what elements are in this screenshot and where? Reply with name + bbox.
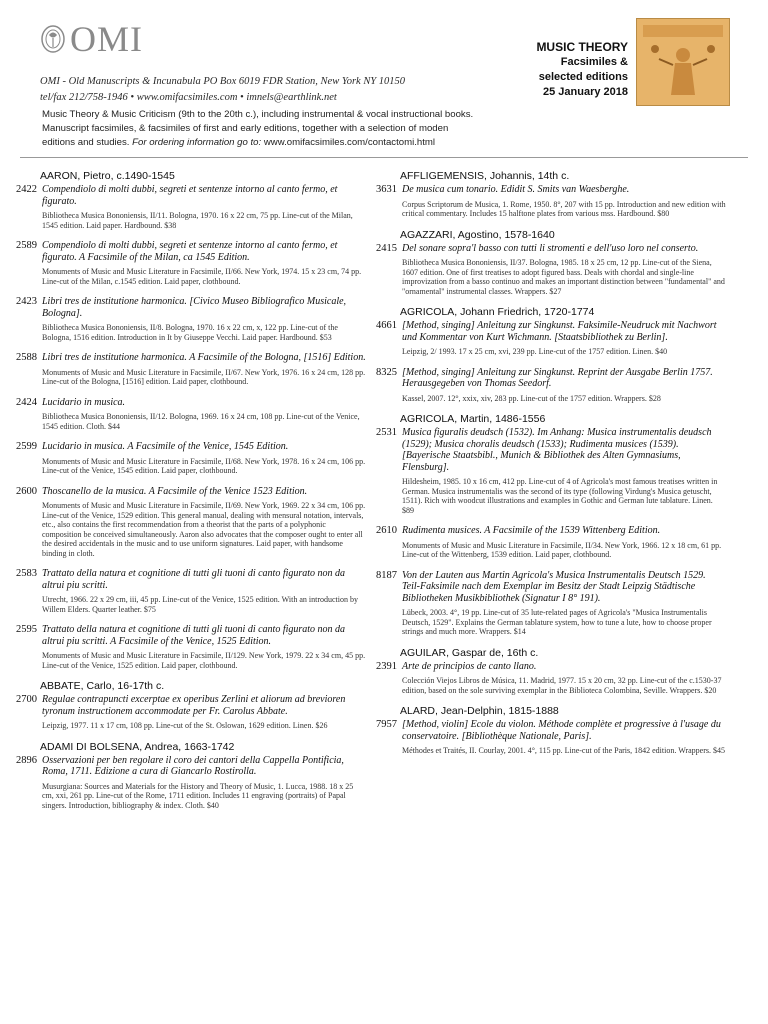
entry-body <box>402 320 726 357</box>
entry-body <box>42 568 366 614</box>
left-column <box>16 170 366 820</box>
omi-logo[interactable] <box>40 18 143 60</box>
catalog-intro <box>42 108 542 150</box>
entry-number: 2700 <box>16 694 37 705</box>
composer-heading: AGAZZARI, Agostino, 1578-1640 <box>400 228 555 241</box>
catalog-entry[interactable] <box>16 694 366 731</box>
entry-title: Libri tres de institutione harmonica. A Facsimile of the Bologna, [1516] Edition. <box>42 352 366 363</box>
catalog-date: 25 January 2018 <box>542 86 628 98</box>
entry-body <box>402 243 726 297</box>
entry-title: Trattato della natura et cognitione di tutti gli tuoni di canto figurato non da altrui piu scritti. <box>42 568 346 591</box>
logo-text: OMI <box>70 19 143 59</box>
entry-description: Méthodes et Traités, II. Courlay, 2001. 4°, 115 pp. Line-cut of the Paris, 1842 edition. Wrappers. $45 <box>402 746 725 755</box>
catalog-header <box>40 18 730 118</box>
entry-title: Regulae contrapuncti excerptae ex operibus Zerlini et aliorum ad brevioren tyronum instructionem accommodate per Fr. Carolus Abbate. <box>42 694 346 717</box>
entry-title: De musica cum tonario. Edidit S. Smits van Waesberghe. <box>402 184 630 195</box>
entry-number: 2589 <box>16 240 37 251</box>
entry-description: Bibliotheca Musica Bononiensis, II/37. Bologna, 1985. 18 x 25 cm, 12 pp. Line-cut of the Siena, 1607 edition. One of first treatises to adopt figured bass. Deals with chordal and single-line improvization from a basso continuo and makes an important distinction between "fundamental" and "ornamental" instrumental classes. Wrappers. $27 <box>402 258 725 296</box>
entry-description: Musurgiana: Sources and Materials for the History and Theory of Music, 1. Lucca, 1988. 18 x 25 cm, xxi, 261 pp. Line-cut of the Rome, 1711 edition. Includes 11 engraving (portraits) of Papal singers. Introduction, bibliography & index. Cloth. $40 <box>42 781 354 810</box>
catalog-entry[interactable] <box>16 240 366 286</box>
entry-body <box>42 296 366 342</box>
contact-address: OMI - Old Manuscripts & Incunabula PO Box 6019 FDR Station, New York NY 10150 <box>40 76 406 87</box>
entry-body <box>402 719 726 756</box>
entry-body <box>402 661 726 696</box>
entry-title: Compendiolo di molti dubbi, segreti et sentenze intorno al canto fermo, et figurato. <box>42 184 338 207</box>
entry-number: 8325 <box>376 366 397 378</box>
catalog-subtitle-1: Facsimiles & <box>560 56 628 68</box>
entry-body <box>42 352 366 387</box>
catalog-entry[interactable] <box>16 296 366 342</box>
catalog-entry[interactable] <box>16 755 366 811</box>
composer-heading: ABBATE, Carlo, 16-17th c. <box>40 680 165 692</box>
entry-title: Lucidario in musica. A Facsimile of the Venice, 1545 Edition. <box>42 441 289 452</box>
entry-number: 2600 <box>16 485 37 497</box>
composer-heading: ALARD, Jean-Delphin, 1815-1888 <box>400 705 559 717</box>
entry-description: Corpus Scriptorum de Musica, 1. Rome, 1950. 8°, 207 with 15 pp. Introduction and new edition with critical commentary. Includes 15 halftone plates from various mss. Hardbound. $80 <box>402 199 726 218</box>
catalog-entry[interactable] <box>16 624 366 670</box>
entry-title: [Method, singing] Anleitung zur Singkunst. Faksimile-Neudruck mit Nachwort und Kommentar von Kurt Wichmann. [Staatsbibliothek zu Berlin]. <box>402 320 717 343</box>
entry-body <box>42 397 366 432</box>
book-cover-illustration <box>636 18 730 106</box>
entry-description: Bibliotheca Musica Bononiensis, II/8. Bologna, 1970. 16 x 22 cm, x, 122 pp. Line-cut of the Bologna, 1516 edition. Introduction in It by Giuseppe Vecchi. Laid paper. Hardbound. $53 <box>42 323 338 342</box>
entry-title: Rudimenta musices. A Facsimile of the 1539 Wittenberg Edition. <box>402 525 661 536</box>
entry-description: Monuments of Music and Music Literature in Facsimile, II/34. New York, 1966. 12 x 18 cm, 61 pp. Line-cut of the Wittenberg, 1539 edition. Laid paper, clothbound. <box>402 540 722 559</box>
entry-number: 2531 <box>376 427 397 438</box>
entry-body <box>42 755 366 811</box>
entry-body <box>42 624 366 670</box>
composer-heading: ADAMI DI BOLSENA, Andrea, 1663-1742 <box>40 740 235 753</box>
catalog-entry[interactable] <box>376 661 726 696</box>
entry-body <box>42 486 366 559</box>
entry-number: 2610 <box>376 525 397 536</box>
entry-number: 4661 <box>376 320 397 331</box>
entry-description: Monuments of Music and Music Literature in Facsimile, II/66. New York, 1974. 15 x 23 cm, 74 pp. Line-cut of the Milan, c.1545 edition. Laid paper, clothbound. <box>42 267 362 286</box>
entry-description: Hildesheim, 1985. 10 x 16 cm, 412 pp. Line-cut of 4 of Agricola's most famous treatises written in German. Musica instrumentalis was the second of its type (following Virdung's Musica getuscht, 1511). Rich with woodcut illustrations and examples in Gothic and German lute tablature. Linen. $89 <box>402 477 718 515</box>
catalog-entry[interactable] <box>376 570 726 637</box>
intro-line-1: Music Theory & Music Criticism (9th to the 20th c.), including instrumental & vocal instructional books. <box>42 109 474 120</box>
entry-body <box>402 427 726 515</box>
entry-number: 3631 <box>376 184 397 195</box>
composer-heading: AGUILAR, Gaspar de, 16th c. <box>400 646 539 659</box>
omi-seal-icon <box>40 24 66 54</box>
entry-description: Monuments of Music and Music Literature in Facsimile, II/67. New York, 1976. 16 x 24 cm, 128 pp. Line-cut of the Bologna, [1516] edition. Laid paper, clothbound. <box>42 367 366 386</box>
contact-info <box>40 74 405 106</box>
entry-title: Trattato della natura et cognitione di tutti gli tuoni di canto figurato non da altrui piu scritti. A Facsimile of the Venice, 1525 Edition. <box>42 624 346 647</box>
entry-body <box>402 367 726 404</box>
entry-body <box>402 570 726 637</box>
entry-number: 2391 <box>376 660 397 672</box>
entry-body <box>42 184 366 230</box>
composer-heading: AGRICOLA, Johann Friedrich, 1720-1774 <box>400 306 595 318</box>
entry-title: Von der Lauten aus Martin Agricola's Musica Instrumentalis Deutsch 1529. Teil-Faksimile nach dem Exemplar im Besitz der Stadt Leipzig Städtische Bibliotheken Musikbibliothek (Signatur I 8° 191). <box>402 569 706 604</box>
catalog-entry[interactable] <box>376 367 726 404</box>
entry-description: Monuments of Music and Music Literature in Facsimile, II/69. New York, 1969. 22 x 34 cm, 106 pp. Line-cut of the Venice, 1529 edition. This general manual, dealing with mensural notation, intervals, etc., also contains the first recommendation from a theorist that the parts of a polyphonic composition be conceived simultaneously. Aaron also advocates that the composer ought to enter all the desired accidentals in the music and to use uniform signatures. Laid paper, with handsome binding in cloth. <box>42 501 366 558</box>
catalog-entry[interactable] <box>376 243 726 297</box>
entry-number: 2595 <box>16 624 37 635</box>
entry-number: 8187 <box>376 569 397 581</box>
entry-description: Bibliotheca Musica Bononiensis, II/12. Bologna, 1969. 16 x 24 cm, 108 pp. Line-cut of the Venice, 1545 edition. Cloth. $44 <box>42 412 360 431</box>
entry-number: 2423 <box>16 296 37 307</box>
entry-title: Libri tres de institutione harmonica. [Civico Museo Bibliografico Musicale, Bologna]. <box>42 296 347 319</box>
entry-number: 2415 <box>376 242 397 254</box>
entry-number: 2422 <box>16 184 37 195</box>
entry-body <box>42 441 366 476</box>
catalog-entry[interactable] <box>16 352 366 387</box>
ordering-link[interactable]: www.omifacsimiles.com/contactomi.html <box>263 137 436 148</box>
catalog-entry[interactable] <box>16 441 366 476</box>
catalog-entry[interactable] <box>16 397 366 432</box>
contact-phone-web[interactable]: tel/fax 212/758-1946 • www.omifacsimiles.com • imnels@earthlink.net <box>40 92 337 103</box>
entry-body <box>402 184 726 219</box>
catalog-entry[interactable] <box>376 320 726 357</box>
entry-title: Osservazioni per ben regolare il coro dei cantori della Cappella Pontificia, Roma, 1711. Edizione a cura di Giancarlo Rostirolla. <box>42 754 344 777</box>
catalog-subtitle-2: selected editions <box>538 71 628 83</box>
entry-description: Colección Viejos Libros de Música, 11. Madrid, 1977. 15 x 20 cm, 32 pp. Line-cut of the c.1530-37 edition, based on the sole surviving exemplar in the Biblioteca Colombina, Seville. Wrappers. $20 <box>402 676 722 695</box>
composer-heading: AGRICOLA, Martin, 1486-1556 <box>400 413 546 425</box>
entry-title: Del sonare sopra'l basso con tutti li stromenti e dell'uso loro nel conserto. <box>402 242 699 254</box>
entry-number: 2896 <box>16 754 37 766</box>
catalog-entry[interactable] <box>16 486 366 559</box>
entry-description: Kassel, 2007. 12°, xxix, xiv, 283 pp. Line-cut of the 1757 edition. Wrappers. $28 <box>402 393 661 403</box>
entry-title: Arte de principios de canto llano. <box>402 660 537 672</box>
intro-line-2: Manuscript facsimiles, & facsimiles of first and early editions, together with a selection of moden <box>42 123 449 134</box>
entry-body <box>42 240 366 286</box>
composer-heading: AFFLIGEMENSIS, Johannis, 14th c. <box>400 170 570 182</box>
catalog-entry[interactable] <box>376 427 726 515</box>
intro-line-3: editions and studies. For ordering information go to: www.omifacsimiles.com/contactomi.html <box>42 137 436 148</box>
entry-body <box>42 694 366 731</box>
entry-number: 2583 <box>16 568 37 579</box>
entry-number: 2424 <box>16 396 37 408</box>
entry-title: Compendiolo di molti dubbi, segreti et sentenze intorno al canto fermo, et figurato. A Facsimile of the Milan, ca 1545 Edition. <box>42 240 338 263</box>
catalog-entry[interactable] <box>376 184 726 219</box>
catalog-entry[interactable] <box>376 525 726 560</box>
entry-description: Utrecht, 1966. 22 x 29 cm, iii, 45 pp. Line-cut of the Venice, 1525 edition. With an introduction by Willem Elders. Quarter leather. $75 <box>42 595 358 614</box>
entry-title: Musica figuralis deudsch (1532). Im Anhang: Musica instrumentalis deudsch (1529); Musica choralis deudsch (1533); Rudimenta musices (1539). [Bayerische Staatsbibl., Munich & Bibliothek des Alten Gymnasiums, Flensburg]. <box>402 427 712 473</box>
header-divider <box>20 157 748 158</box>
entry-description: Monuments of Music and Music Literature in Facsimile, II/68. New York, 1978. 16 x 24 cm, 106 pp. Line-cut of the Venice, 1545 edition. Laid paper, clothbound. <box>42 456 366 475</box>
entry-title: [Method, singing] Anleitung zur Singkunst. Reprint der Ausgabe Berlin 1757. Herausgegeben von Thomas Seedorf. <box>402 366 713 389</box>
entry-number: 2588 <box>16 352 37 363</box>
entry-title: [Method, violin] Ecole du violon. Méthode complète et progressive à l'usage du conservatoire. [Bibliothèque Nationale, Paris]. <box>402 719 721 742</box>
entry-number: 2599 <box>16 441 37 452</box>
catalog-entry[interactable] <box>16 568 366 614</box>
entry-description: Leipzig, 2/ 1993. 17 x 25 cm, xvi, 239 pp. Line-cut of the 1757 edition. Linen. $40 <box>402 347 668 356</box>
right-column <box>376 170 726 766</box>
entry-body <box>402 525 726 560</box>
entry-title: Lucidario in musica. <box>42 396 126 408</box>
entry-description: Leipzig, 1977. 11 x 17 cm, 108 pp. Line-cut of the St. Oslowan, 1629 edition. Linen. $26 <box>42 721 328 730</box>
catalog-entry[interactable] <box>16 184 366 230</box>
entry-title: Thoscanello de la musica. A Facsimile of the Venice 1523 Edition. <box>42 485 308 497</box>
entry-description: Bibliotheca Musica Bononiensis, II/11. Bologna, 1970. 16 x 22 cm, 75 pp. Line-cut of the Milan, 1545 edition. Laid paper. Hardbound. $38 <box>42 211 353 230</box>
catalog-title: MUSIC THEORY <box>536 40 628 54</box>
catalog-entry[interactable] <box>376 719 726 756</box>
entry-description: Monuments of Music and Music Literature in Facsimile, II/129. New York, 1979. 22 x 34 cm, 45 pp. Line-cut of the Venice, 1525 edition. Laid paper, clothbound. <box>42 651 366 670</box>
catalog-title-block <box>536 40 628 100</box>
composer-heading: AARON, Pietro, c.1490-1545 <box>40 170 175 182</box>
entry-number: 7957 <box>376 719 397 730</box>
entry-description: Lübeck, 2003. 4°, 19 pp. Line-cut of 35 lute-related pages of Agricola's "Musica Instrumentalis Deutsch, 1529". Explains the German tablature system, how to tune a lute, how to choose proper strings and much more. Wrappers. $14 <box>402 608 712 636</box>
